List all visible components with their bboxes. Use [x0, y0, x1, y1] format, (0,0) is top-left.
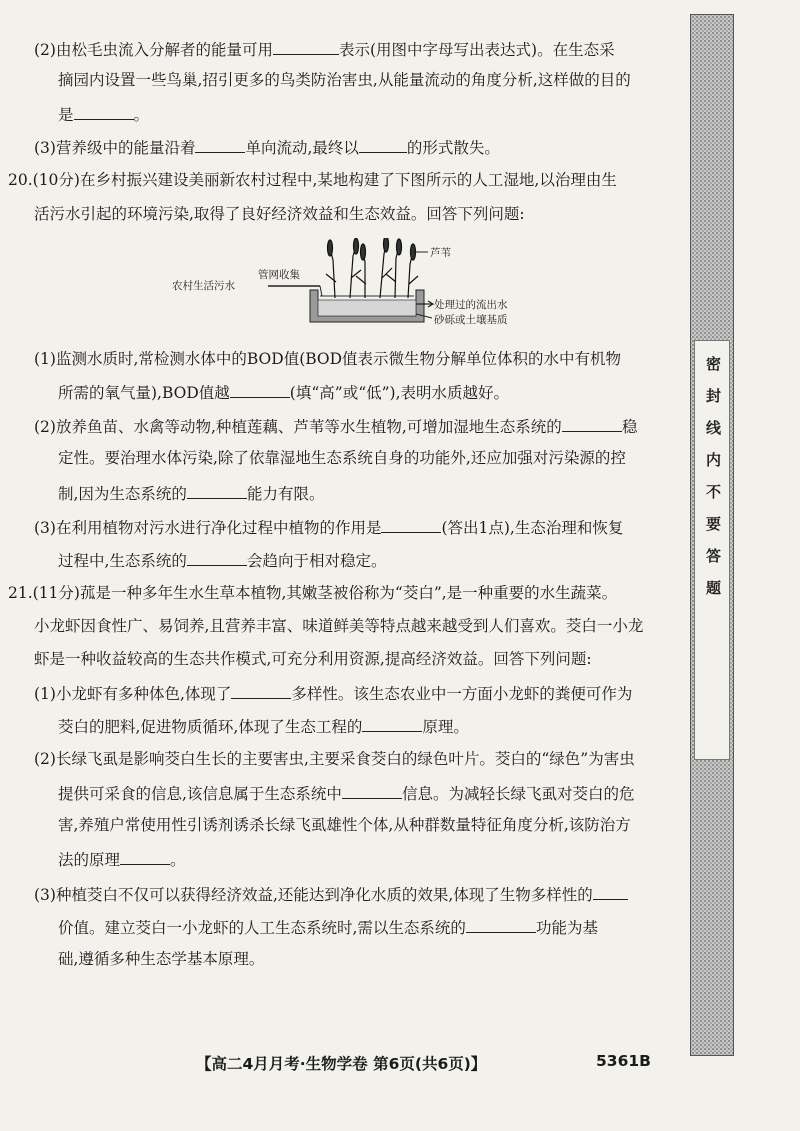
- fig-label-sewage: 农村生活污水: [172, 280, 235, 292]
- q21-1-line-1: (1)小龙虾有多种体色,体现了 多样性。该生态农业中一方面小龙虾的粪便可作为: [34, 682, 632, 704]
- q21-3-line-1: (3)种植茭白不仅可以获得经济效益,还能达到净化水质的效果,体现了生物多样性的: [34, 883, 628, 905]
- q20-2-line-2: 定性。要治理水体污染,除了依靠湿地生态系统自身的功能外,还应加强对污染源的控: [58, 449, 626, 467]
- q20-3-line-1: (3)在利用植物对污水进行净化过程中植物的作用是 (答出1点),生态治理和恢复: [34, 516, 623, 538]
- q21-stem-line-2: 小龙虾因食性广、易饲养,且营养丰富、味道鲜美等特点越来越受到人们喜欢。茭白一小龙: [34, 617, 644, 635]
- q20-1-line-1: (1)监测水质时,常检测水体中的BOD值(BOD值表示微生物分解单位体积的水中有机物: [34, 350, 622, 368]
- answer-blank[interactable]: [381, 516, 441, 533]
- seal-warning-text: 密封线内不要答题: [704, 356, 722, 612]
- fig-label-substrate: 砂砾或土壤基质: [434, 314, 508, 326]
- fig-label-outflow: 处理过的流出水: [434, 299, 508, 311]
- q19-2-line-1: (2)由松毛虫流入分解者的能量可用 表示(用图中字母写出表达式)。在生态采: [34, 38, 615, 60]
- q20-stem-line-2: 活污水引起的环境污染,取得了良好经济效益和生态效益。回答下列问题:: [34, 205, 525, 223]
- wetland-diagram: [170, 238, 540, 330]
- answer-blank[interactable]: [195, 136, 245, 153]
- q21-stem-line-1: 21.(11分)菰是一种多年生水生草本植物,其嫩茎被俗称为“茭白”,是一种重要的水生蔬菜。: [8, 584, 618, 602]
- q21-2-line-2: 提供可采食的信息,该信息属于生态系统中 信息。为减轻长绿飞虱对茭白的危: [58, 782, 634, 804]
- answer-blank[interactable]: [466, 916, 536, 933]
- reed-icon: [326, 238, 418, 298]
- fig-label-reed: 芦苇: [430, 247, 451, 259]
- answer-blank[interactable]: [231, 682, 291, 699]
- q20-2-line-3: 制,因为生态系统的 能力有限。: [58, 482, 324, 504]
- answer-blank[interactable]: [187, 482, 247, 499]
- q21-1-line-2: 茭白的肥料,促进物质循环,体现了生态工程的 原理。: [58, 715, 469, 737]
- q21-3-line-2: 价值。建立茭白一小龙虾的人工生态系统时,需以生态系统的 功能为基: [58, 916, 598, 938]
- answer-blank[interactable]: [74, 103, 134, 120]
- q21-3-line-3: 础,遵循多种生态学基本原理。: [58, 950, 265, 968]
- q20-stem-line-1: 20.(10分)在乡村振兴建设美丽新农村过程中,某地构建了下图所示的人工湿地,以治理由生: [8, 171, 617, 189]
- answer-blank[interactable]: [273, 38, 339, 55]
- q20-2-line-1: (2)放养鱼苗、水禽等动物,种植莲藕、芦苇等水生植物,可增加湿地生态系统的 稳: [34, 415, 637, 437]
- q21-2-line-3: 害,养殖户常使用性引诱剂诱杀长绿飞虱雄性个体,从种群数量特征角度分析,该防治方: [58, 816, 631, 834]
- answer-blank[interactable]: [187, 549, 247, 566]
- answer-blank[interactable]: [562, 415, 622, 432]
- q19-2-line-3: 是 。: [58, 103, 149, 125]
- answer-blank[interactable]: [342, 782, 402, 799]
- answer-blank[interactable]: [593, 883, 628, 900]
- fig-label-pipe: 管网收集: [258, 269, 300, 281]
- q21-2-line-1: (2)长绿飞虱是影响茭白生长的主要害虫,主要采食茭白的绿色叶片。茭白的“绿色”为害虫: [34, 750, 635, 768]
- q21-2-line-4: 法的原理 。: [58, 848, 186, 870]
- q19-3-line: (3)营养级中的能量沿着 单向流动,最终以 的形式散失。: [34, 136, 500, 158]
- q19-2-line-2: 摘园内设置一些鸟巢,招引更多的鸟类防治害虫,从能量流动的角度分析,这样做的目的: [58, 71, 631, 89]
- answer-blank[interactable]: [120, 848, 170, 865]
- footer-exam-info: 【高二4月月考·生物学卷 第6页(共6页)】: [196, 1055, 487, 1073]
- footer-code: 5361B: [596, 1052, 651, 1070]
- answer-blank[interactable]: [362, 715, 422, 732]
- q20-1-line-2: 所需的氧气量),BOD值越 (填“高”或“低”),表明水质越好。: [58, 381, 509, 403]
- answer-blank[interactable]: [230, 381, 290, 398]
- answer-blank[interactable]: [359, 136, 407, 153]
- q20-3-line-2: 过程中,生态系统的 会趋向于相对稳定。: [58, 549, 386, 571]
- q21-stem-line-3: 虾是一种收益较高的生态共作模式,可充分利用资源,提高经济效益。回答下列问题:: [34, 650, 592, 668]
